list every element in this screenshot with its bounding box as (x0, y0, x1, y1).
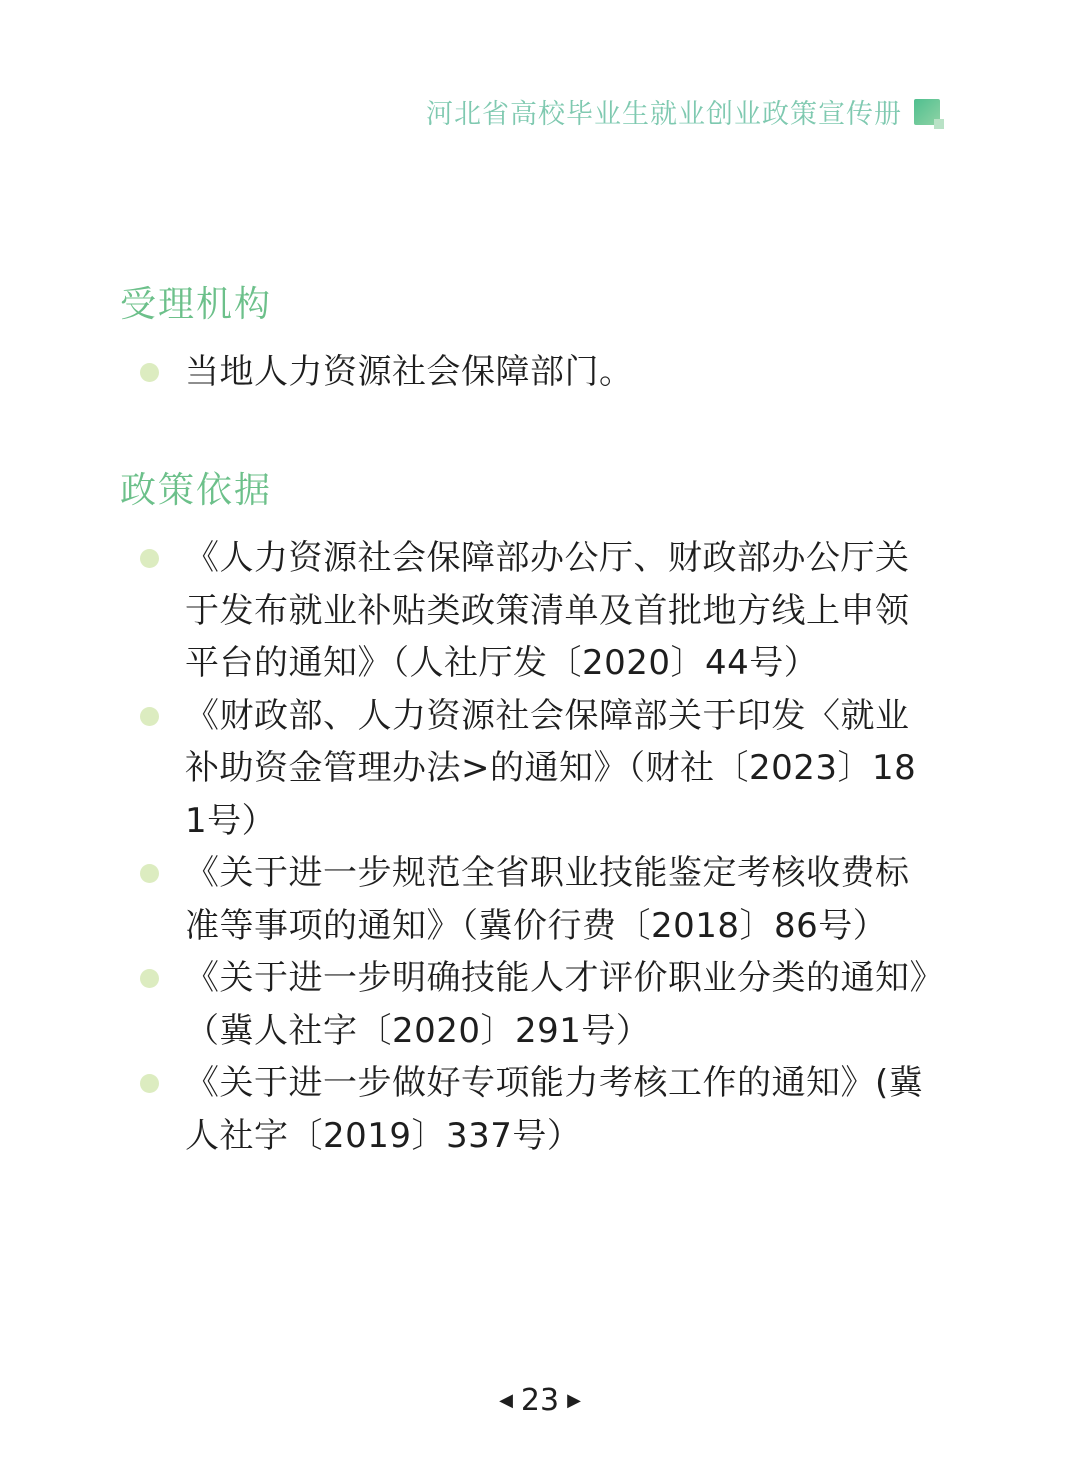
section-title-agency: 受理机构 (120, 284, 273, 325)
list-item-text: 当地人力资源社会保障部门。 (185, 352, 634, 392)
list-item (140, 346, 930, 399)
section-title-policy-basis: 政策依据 (120, 470, 273, 511)
agency-list (140, 346, 930, 399)
list-item (140, 1057, 930, 1162)
triangle-right-icon: ▶ (567, 1390, 581, 1411)
list-item (140, 952, 930, 1057)
header-square-icon (914, 99, 940, 125)
bullet-dot-icon (140, 1074, 159, 1093)
bullet-dot-icon (140, 864, 159, 883)
page-number: 23 (520, 1383, 560, 1418)
list-item-text: 《人力资源社会保障部办公厅、财政部办公厅关于发布就业补贴类政策清单及首批地方线上申领平台的通知》（人社厅发〔2020〕44号） (185, 538, 910, 683)
list-item-text: 《关于进一步做好专项能力考核工作的通知》(冀人社字〔2019〕337号） (185, 1063, 924, 1156)
header-title: 河北省高校毕业生就业创业政策宣传册 (426, 99, 902, 130)
bullet-dot-icon (140, 969, 159, 988)
bullet-dot-icon (140, 707, 159, 726)
list-item-text: 《关于进一步明确技能人才评价职业分类的通知》（冀人社字〔2020〕291号） (185, 958, 927, 1051)
bullet-dot-icon (140, 549, 159, 568)
list-item (140, 690, 930, 848)
bullet-dot-icon (140, 363, 159, 382)
list-item (140, 532, 930, 690)
page-header (426, 92, 940, 131)
page-number-footer (0, 1383, 1080, 1418)
list-item-text: 《关于进一步规范全省职业技能鉴定考核收费标准等事项的通知》（冀价行费〔2018〕86号） (185, 853, 910, 946)
triangle-left-icon: ◀ (499, 1390, 513, 1411)
list-item (140, 847, 930, 952)
policy-basis-list (140, 532, 930, 1162)
list-item-text: 《财政部、人力资源社会保障部关于印发〈就业补助资金管理办法>的通知》（财社〔2023〕181号） (185, 695, 917, 841)
